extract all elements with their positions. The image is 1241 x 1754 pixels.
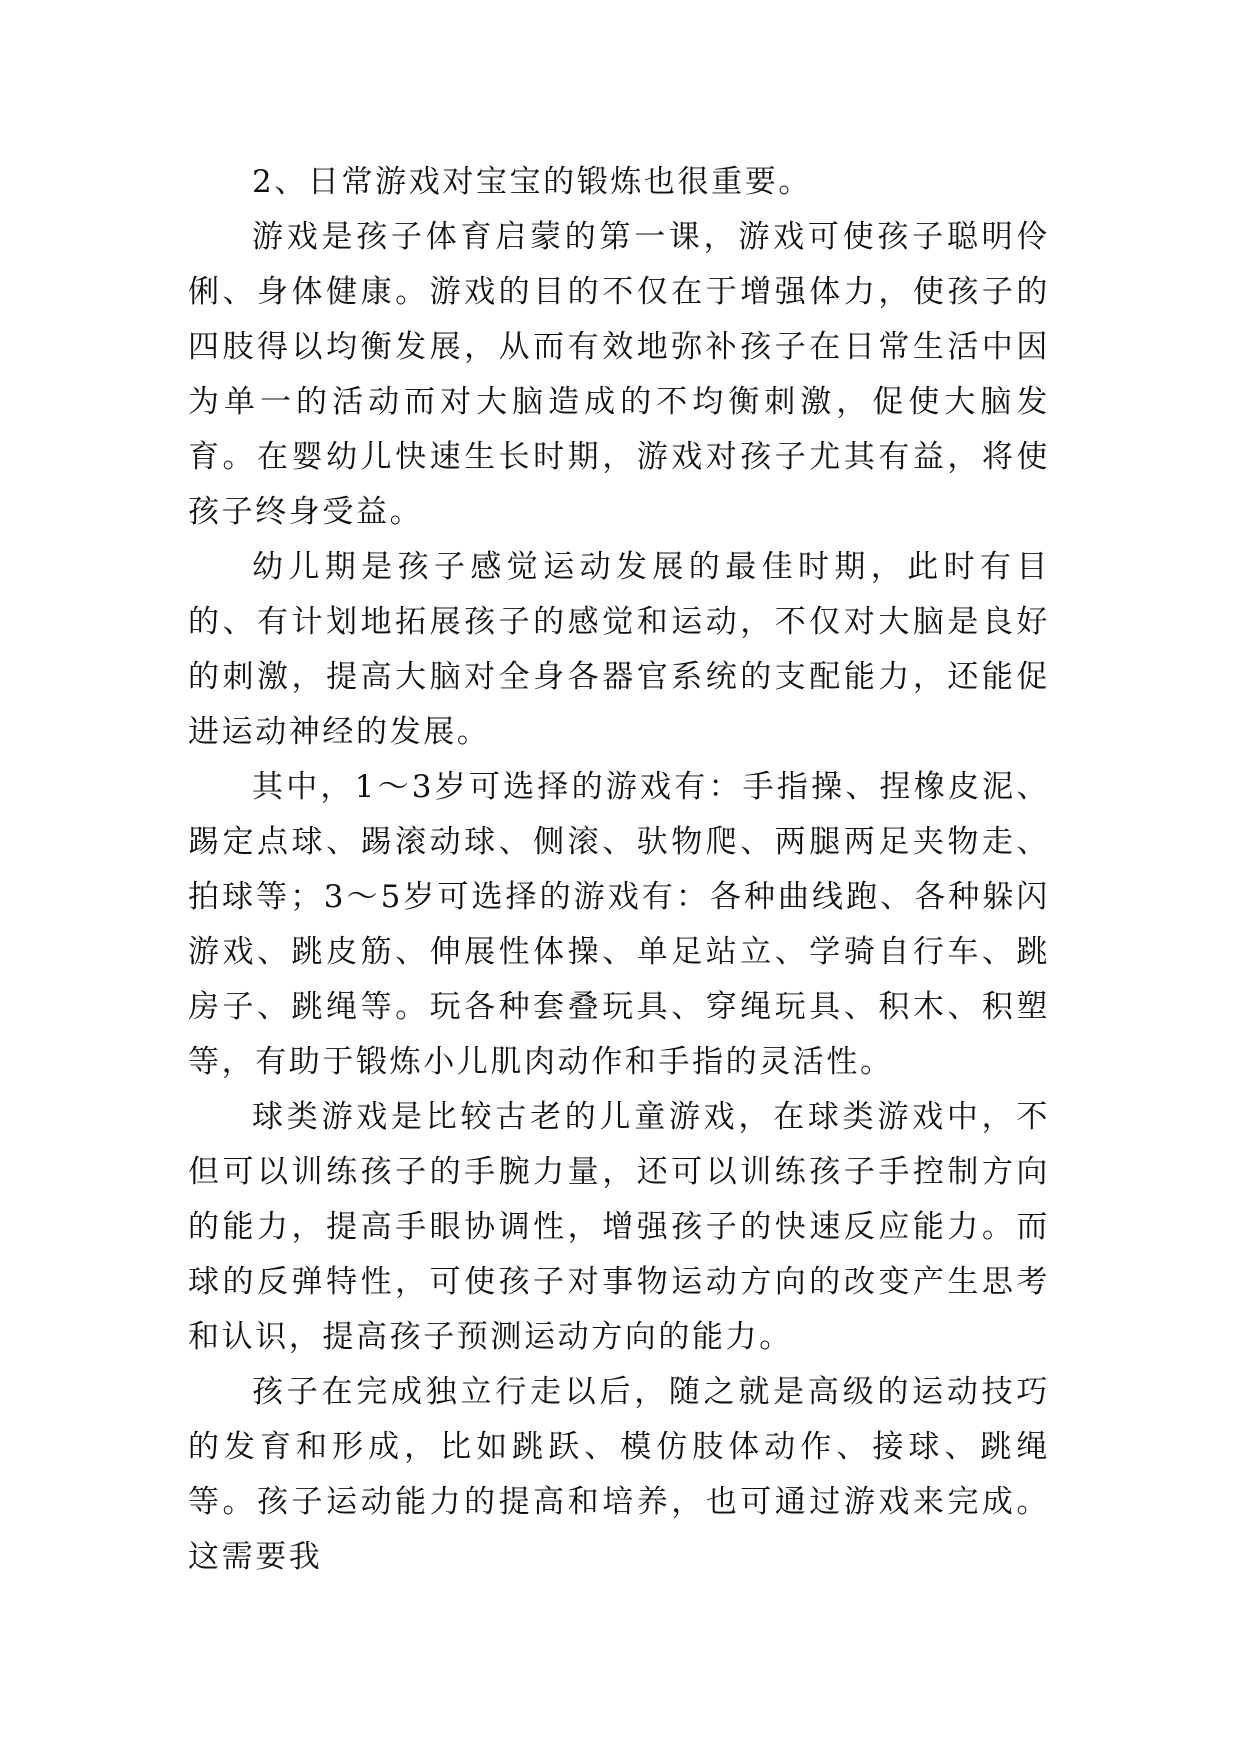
section-heading: 2、日常游戏对宝宝的锻炼也很重要。 [252, 164, 812, 200]
document-body [188, 155, 1050, 1585]
paragraph-4: 球类游戏是比较古老的儿童游戏，在球类游戏中，不但可以训练孩子的手腕力量，还可以训练孩子手控制方向的能力，提高手眼协调性，增强孩子的快速反应能力。而球的反弹特性，可使孩子对事物运动方向的改变产生思考和认识，提高孩子预测运动方向的能力。 [188, 1099, 1050, 1355]
paragraph-3: 其中，1～3岁可选择的游戏有：手指操、捏橡皮泥、踢定点球、踢滚动球、侧滚、驮物爬、两腿两足夹物走、拍球等；3～5岁可选择的游戏有：各种曲线跑、各种躲闪游戏、跳皮筋、伸展性体操、单足站立、学骑自行车、跳房子、跳绳等。玩各种套叠玩具、穿绳玩具、积木、积塑等，有助于锻炼小儿肌肉动作和手指的灵活性。 [188, 769, 1050, 1080]
paragraph-5: 孩子在完成独立行走以后，随之就是高级的运动技巧的发育和形成，比如跳跃、模仿肢体动作、接球、跳绳等。孩子运动能力的提高和培养，也可通过游戏来完成。这需要我 [188, 1374, 1050, 1575]
paragraph-2: 幼儿期是孩子感觉运动发展的最佳时期，此时有目的、有计划地拓展孩子的感觉和运动，不仅对大脑是良好的刺激，提高大脑对全身各器官系统的支配能力，还能促进运动神经的发展。 [188, 549, 1050, 750]
paragraph-1: 游戏是孩子体育启蒙的第一课，游戏可使孩子聪明伶俐、身体健康。游戏的目的不仅在于增强体力，使孩子的四肢得以均衡发展，从而有效地弥补孩子在日常生活中因为单一的活动而对大脑造成的不均衡刺激，促使大脑发育。在婴幼儿快速生长时期，游戏对孩子尤其有益，将使孩子终身受益。 [188, 219, 1050, 530]
